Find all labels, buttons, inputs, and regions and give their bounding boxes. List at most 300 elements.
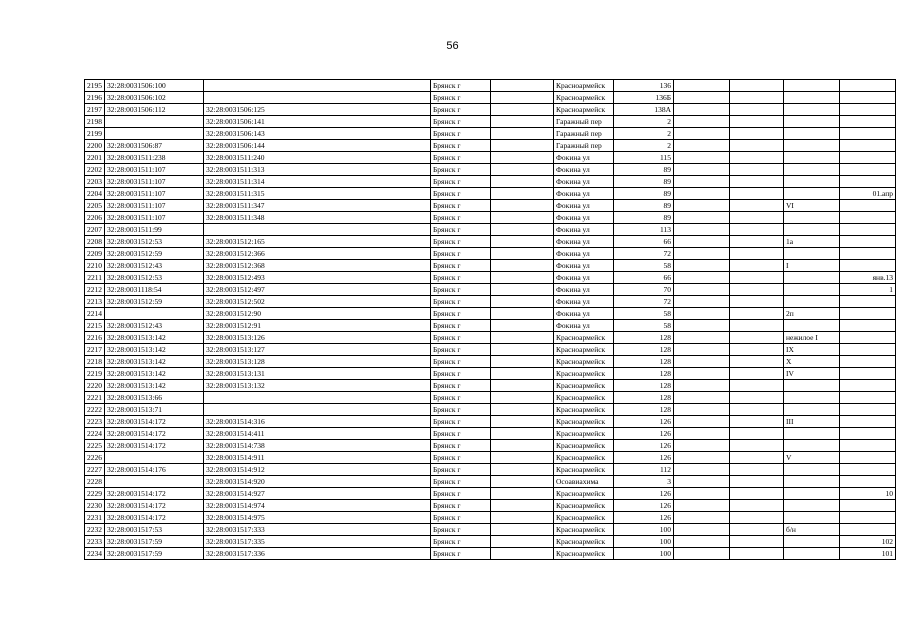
cell-row-number: 2215: [85, 320, 105, 332]
cell-row-number: 2225: [85, 440, 105, 452]
cell-blank-col-c: [730, 464, 784, 476]
cell-street: Красноармейск: [554, 80, 614, 92]
cell-row-number: 2212: [85, 284, 105, 296]
cell-blank-col-c: [730, 104, 784, 116]
cell-blank-col-a: [491, 260, 554, 272]
cell-street: Красноармейск: [554, 512, 614, 524]
cell-blank-col-c: [730, 272, 784, 284]
cell-row-number: 2204: [85, 188, 105, 200]
cell-apartment: 1: [840, 284, 896, 296]
cell-blank-col-b: [674, 488, 730, 500]
cell-row-number: 2211: [85, 272, 105, 284]
cell-parcel-number: 32:28:0031511:107: [105, 212, 204, 224]
cell-apartment: [840, 416, 896, 428]
cell-blank-col-c: [730, 380, 784, 392]
cell-building-number: 32:28:0031514:920: [204, 476, 431, 488]
table-row: [85, 356, 896, 368]
cell-blank-col-b: [674, 356, 730, 368]
cell-row-number: 2223: [85, 416, 105, 428]
cell-blank-col-b: [674, 212, 730, 224]
table-row: [85, 440, 896, 452]
cell-premises: [784, 80, 840, 92]
cell-street: Фокина ул: [554, 236, 614, 248]
cell-street: Фокина ул: [554, 272, 614, 284]
cell-row-number: 2209: [85, 248, 105, 260]
cell-house-number: 2: [614, 116, 674, 128]
cell-blank-col-a: [491, 464, 554, 476]
cell-blank-col-a: [491, 488, 554, 500]
cell-building-number: 32:28:0031513:128: [204, 356, 431, 368]
cell-blank-col-b: [674, 428, 730, 440]
cell-parcel-number: [105, 116, 204, 128]
cell-house-number: 100: [614, 536, 674, 548]
cell-house-number: 128: [614, 356, 674, 368]
cell-blank-col-c: [730, 116, 784, 128]
cell-street: Красноармейск: [554, 404, 614, 416]
cell-parcel-number: 32:28:0031513:142: [105, 356, 204, 368]
cell-premises: III: [784, 416, 840, 428]
cell-row-number: 2234: [85, 548, 105, 560]
table-row: [85, 188, 896, 200]
cell-parcel-number: 32:28:0031511:238: [105, 152, 204, 164]
cell-premises: [784, 164, 840, 176]
cell-apartment: [840, 356, 896, 368]
cell-house-number: 126: [614, 416, 674, 428]
cell-apartment: [840, 248, 896, 260]
cell-parcel-number: 32:28:0031513:71: [105, 404, 204, 416]
cell-blank-col-a: [491, 308, 554, 320]
cell-city: Брянск г: [431, 464, 491, 476]
cell-city: Брянск г: [431, 392, 491, 404]
cell-blank-col-a: [491, 152, 554, 164]
cell-city: Брянск г: [431, 260, 491, 272]
cell-parcel-number: 32:28:0031514:172: [105, 512, 204, 524]
cell-city: Брянск г: [431, 440, 491, 452]
table-row: [85, 140, 896, 152]
cell-blank-col-b: [674, 380, 730, 392]
cell-blank-col-c: [730, 440, 784, 452]
cell-blank-col-a: [491, 392, 554, 404]
cell-row-number: 2195: [85, 80, 105, 92]
table-row: [85, 488, 896, 500]
cell-apartment: [840, 164, 896, 176]
cell-row-number: 2197: [85, 104, 105, 116]
cell-row-number: 2205: [85, 200, 105, 212]
cell-row-number: 2198: [85, 116, 105, 128]
cell-blank-col-c: [730, 416, 784, 428]
cell-parcel-number: 32:28:0031513:142: [105, 368, 204, 380]
cell-apartment: [840, 332, 896, 344]
cell-house-number: 89: [614, 200, 674, 212]
cell-blank-col-a: [491, 500, 554, 512]
cell-blank-col-a: [491, 248, 554, 260]
cell-row-number: 2203: [85, 176, 105, 188]
cell-house-number: 112: [614, 464, 674, 476]
table-row: [85, 92, 896, 104]
cell-apartment: [840, 320, 896, 332]
cell-premises: [784, 320, 840, 332]
cell-premises: [784, 104, 840, 116]
cell-apartment: [840, 92, 896, 104]
cell-city: Брянск г: [431, 536, 491, 548]
cell-premises: [784, 428, 840, 440]
cell-parcel-number: 32:28:0031512:53: [105, 272, 204, 284]
cell-city: Брянск г: [431, 140, 491, 152]
cell-building-number: 32:28:0031514:912: [204, 464, 431, 476]
cell-premises: IX: [784, 344, 840, 356]
cell-blank-col-c: [730, 224, 784, 236]
cell-premises: [784, 392, 840, 404]
cell-blank-col-c: [730, 128, 784, 140]
cell-apartment: [840, 224, 896, 236]
cell-building-number: 32:28:0031506:143: [204, 128, 431, 140]
cell-street: Фокина ул: [554, 260, 614, 272]
cell-blank-col-a: [491, 428, 554, 440]
cell-blank-col-a: [491, 344, 554, 356]
cell-premises: [784, 476, 840, 488]
cell-street: Гаражный пер: [554, 116, 614, 128]
cell-house-number: 128: [614, 368, 674, 380]
cell-blank-col-a: [491, 80, 554, 92]
cell-street: Фокина ул: [554, 284, 614, 296]
table-row: [85, 308, 896, 320]
cell-building-number: 32:28:0031512:366: [204, 248, 431, 260]
table-row: [85, 476, 896, 488]
cell-apartment: [840, 176, 896, 188]
cell-house-number: 128: [614, 392, 674, 404]
cell-building-number: 32:28:0031511:347: [204, 200, 431, 212]
cell-house-number: 128: [614, 332, 674, 344]
cell-blank-col-b: [674, 368, 730, 380]
cell-blank-col-b: [674, 284, 730, 296]
table-row: [85, 284, 896, 296]
table-row: [85, 536, 896, 548]
cell-blank-col-c: [730, 428, 784, 440]
cell-building-number: 32:28:0031514:738: [204, 440, 431, 452]
cell-blank-col-a: [491, 236, 554, 248]
cell-premises: [784, 488, 840, 500]
cell-city: Брянск г: [431, 236, 491, 248]
cell-city: Брянск г: [431, 296, 491, 308]
cell-blank-col-b: [674, 188, 730, 200]
cell-blank-col-b: [674, 548, 730, 560]
cell-premises: X: [784, 356, 840, 368]
table-row: [85, 200, 896, 212]
cell-row-number: 2231: [85, 512, 105, 524]
cell-house-number: 72: [614, 248, 674, 260]
cell-house-number: 126: [614, 428, 674, 440]
cell-street: Красноармейск: [554, 104, 614, 116]
cell-apartment: [840, 392, 896, 404]
cell-building-number: 32:28:0031512:493: [204, 272, 431, 284]
cell-building-number: 32:28:0031517:333: [204, 524, 431, 536]
cell-house-number: 136: [614, 80, 674, 92]
cell-blank-col-c: [730, 404, 784, 416]
cell-parcel-number: 32:28:0031506:87: [105, 140, 204, 152]
cell-house-number: 89: [614, 188, 674, 200]
cell-street: Красноармейск: [554, 500, 614, 512]
cell-blank-col-b: [674, 452, 730, 464]
cell-premises: V: [784, 452, 840, 464]
cell-street: Фокина ул: [554, 296, 614, 308]
cell-street: Фокина ул: [554, 188, 614, 200]
cell-blank-col-b: [674, 320, 730, 332]
cell-apartment: [840, 404, 896, 416]
cell-blank-col-c: [730, 536, 784, 548]
cell-city: Брянск г: [431, 80, 491, 92]
table-row: [85, 344, 896, 356]
cell-blank-col-c: [730, 92, 784, 104]
cell-row-number: 2201: [85, 152, 105, 164]
cell-blank-col-b: [674, 248, 730, 260]
cell-street: Фокина ул: [554, 320, 614, 332]
cell-blank-col-a: [491, 140, 554, 152]
cell-parcel-number: 32:28:0031512:59: [105, 296, 204, 308]
cell-premises: 1а: [784, 236, 840, 248]
cell-row-number: 2221: [85, 392, 105, 404]
cell-house-number: 126: [614, 488, 674, 500]
cell-premises: [784, 380, 840, 392]
cell-city: Брянск г: [431, 224, 491, 236]
cell-parcel-number: 32:28:0031513:66: [105, 392, 204, 404]
cell-street: Фокина ул: [554, 164, 614, 176]
cell-premises: [784, 152, 840, 164]
cell-house-number: 100: [614, 524, 674, 536]
cell-street: Красноармейск: [554, 380, 614, 392]
cell-blank-col-b: [674, 236, 730, 248]
cell-premises: [784, 116, 840, 128]
cell-city: Брянск г: [431, 212, 491, 224]
cell-city: Брянск г: [431, 524, 491, 536]
cell-street: Красноармейск: [554, 524, 614, 536]
cell-city: Брянск г: [431, 320, 491, 332]
cell-apartment: 102: [840, 536, 896, 548]
cell-blank-col-a: [491, 128, 554, 140]
cell-street: Фокина ул: [554, 248, 614, 260]
cell-building-number: 32:28:0031513:132: [204, 380, 431, 392]
cell-city: Брянск г: [431, 164, 491, 176]
cell-building-number: 32:28:0031514:316: [204, 416, 431, 428]
cell-parcel-number: 32:28:0031511:107: [105, 176, 204, 188]
cell-city: Брянск г: [431, 368, 491, 380]
table-row: [85, 152, 896, 164]
table-row: [85, 260, 896, 272]
cell-blank-col-c: [730, 392, 784, 404]
cell-house-number: 2: [614, 128, 674, 140]
cell-city: Брянск г: [431, 380, 491, 392]
cell-parcel-number: 32:28:0031514:172: [105, 416, 204, 428]
cell-parcel-number: 32:28:0031512:53: [105, 236, 204, 248]
cell-blank-col-c: [730, 500, 784, 512]
cell-apartment: [840, 428, 896, 440]
cell-blank-col-a: [491, 104, 554, 116]
cell-building-number: 32:28:0031514:927: [204, 488, 431, 500]
cell-row-number: 2228: [85, 476, 105, 488]
cell-building-number: 32:28:0031512:91: [204, 320, 431, 332]
cell-blank-col-a: [491, 212, 554, 224]
cell-blank-col-c: [730, 524, 784, 536]
cell-street: Красноармейск: [554, 536, 614, 548]
cell-blank-col-c: [730, 548, 784, 560]
cell-building-number: 32:28:0031511:313: [204, 164, 431, 176]
cell-premises: [784, 440, 840, 452]
table-row: [85, 176, 896, 188]
cell-apartment: [840, 152, 896, 164]
cell-building-number: 32:28:0031506:144: [204, 140, 431, 152]
cell-street: Красноармейск: [554, 488, 614, 500]
cell-blank-col-c: [730, 284, 784, 296]
cell-blank-col-c: [730, 80, 784, 92]
cell-row-number: 2227: [85, 464, 105, 476]
cell-apartment: [840, 200, 896, 212]
table-row: [85, 164, 896, 176]
cell-blank-col-b: [674, 404, 730, 416]
cell-blank-col-b: [674, 308, 730, 320]
cell-row-number: 2219: [85, 368, 105, 380]
cell-house-number: 89: [614, 164, 674, 176]
cell-house-number: 128: [614, 344, 674, 356]
cell-parcel-number: 32:28:0031513:142: [105, 344, 204, 356]
cell-row-number: 2213: [85, 296, 105, 308]
table-row: [85, 500, 896, 512]
cell-building-number: 32:28:0031511:315: [204, 188, 431, 200]
cell-blank-col-a: [491, 380, 554, 392]
cell-blank-col-c: [730, 140, 784, 152]
cell-blank-col-b: [674, 80, 730, 92]
cell-parcel-number: 32:28:0031506:102: [105, 92, 204, 104]
cell-premises: [784, 224, 840, 236]
cell-premises: IV: [784, 368, 840, 380]
cell-parcel-number: 32:28:0031514:172: [105, 488, 204, 500]
cell-street: Фокина ул: [554, 176, 614, 188]
cell-parcel-number: 32:28:0031511:107: [105, 188, 204, 200]
cell-building-number: [204, 224, 431, 236]
cell-building-number: 32:28:0031511:240: [204, 152, 431, 164]
cell-premises: [784, 284, 840, 296]
cell-street: Красноармейск: [554, 392, 614, 404]
cell-row-number: 2230: [85, 500, 105, 512]
cell-blank-col-c: [730, 308, 784, 320]
page-number: 56: [446, 40, 459, 52]
cell-blank-col-a: [491, 296, 554, 308]
cell-row-number: 2208: [85, 236, 105, 248]
cell-apartment: 01.апр: [840, 188, 896, 200]
cell-apartment: янв.13: [840, 272, 896, 284]
cell-apartment: [840, 116, 896, 128]
cell-house-number: 58: [614, 260, 674, 272]
cell-row-number: 2229: [85, 488, 105, 500]
cell-premises: [784, 212, 840, 224]
cell-city: Брянск г: [431, 308, 491, 320]
cell-parcel-number: 32:28:0031511:107: [105, 200, 204, 212]
table-row: [85, 248, 896, 260]
cell-city: Брянск г: [431, 200, 491, 212]
cell-street: Фокина ул: [554, 200, 614, 212]
cell-blank-col-b: [674, 332, 730, 344]
cell-parcel-number: [105, 476, 204, 488]
cell-premises: [784, 272, 840, 284]
cell-building-number: 32:28:0031514:974: [204, 500, 431, 512]
cell-premises: [784, 500, 840, 512]
cell-premises: [784, 248, 840, 260]
cell-city: Брянск г: [431, 416, 491, 428]
cell-row-number: 2220: [85, 380, 105, 392]
cell-building-number: 32:28:0031513:126: [204, 332, 431, 344]
cell-building-number: 32:28:0031506:125: [204, 104, 431, 116]
cell-apartment: [840, 236, 896, 248]
cell-apartment: 101: [840, 548, 896, 560]
cell-premises: [784, 92, 840, 104]
cell-city: Брянск г: [431, 104, 491, 116]
cell-blank-col-b: [674, 104, 730, 116]
cell-apartment: [840, 344, 896, 356]
table-row: [85, 368, 896, 380]
cell-building-number: 32:28:0031517:336: [204, 548, 431, 560]
table-row: [85, 320, 896, 332]
cell-house-number: 126: [614, 500, 674, 512]
cell-blank-col-b: [674, 512, 730, 524]
cell-city: Брянск г: [431, 188, 491, 200]
cell-blank-col-c: [730, 320, 784, 332]
cell-premises: б/н: [784, 524, 840, 536]
cell-blank-col-b: [674, 92, 730, 104]
cell-parcel-number: 32:28:0031514:176: [105, 464, 204, 476]
cell-house-number: 70: [614, 284, 674, 296]
cell-city: Брянск г: [431, 476, 491, 488]
cell-city: Брянск г: [431, 512, 491, 524]
cell-house-number: 2: [614, 140, 674, 152]
cell-blank-col-c: [730, 344, 784, 356]
cell-apartment: [840, 380, 896, 392]
cell-house-number: 58: [614, 320, 674, 332]
cell-apartment: [840, 128, 896, 140]
cell-blank-col-c: [730, 476, 784, 488]
cell-premises: [784, 296, 840, 308]
cell-blank-col-b: [674, 176, 730, 188]
cell-blank-col-a: [491, 224, 554, 236]
cell-building-number: 32:28:0031511:314: [204, 176, 431, 188]
cell-blank-col-a: [491, 512, 554, 524]
cell-blank-col-a: [491, 272, 554, 284]
cell-blank-col-a: [491, 476, 554, 488]
cell-blank-col-c: [730, 188, 784, 200]
cell-parcel-number: 32:28:0031517:59: [105, 536, 204, 548]
cell-building-number: 32:28:0031512:497: [204, 284, 431, 296]
cell-apartment: 10: [840, 488, 896, 500]
cell-premises: нежилое I: [784, 332, 840, 344]
cell-premises: I: [784, 260, 840, 272]
cell-street: Красноармейск: [554, 356, 614, 368]
cell-apartment: [840, 104, 896, 116]
cell-blank-col-b: [674, 116, 730, 128]
cell-apartment: [840, 440, 896, 452]
cell-parcel-number: 32:28:0031514:172: [105, 440, 204, 452]
cell-parcel-number: 32:28:0031517:59: [105, 548, 204, 560]
cell-row-number: 2200: [85, 140, 105, 152]
cell-apartment: [840, 368, 896, 380]
cell-house-number: 128: [614, 404, 674, 416]
cell-apartment: [840, 296, 896, 308]
cell-parcel-number: [105, 452, 204, 464]
cell-building-number: 32:28:0031514:411: [204, 428, 431, 440]
cell-blank-col-b: [674, 164, 730, 176]
cell-blank-col-b: [674, 416, 730, 428]
cell-building-number: [204, 404, 431, 416]
cell-house-number: 126: [614, 452, 674, 464]
cell-blank-col-b: [674, 128, 730, 140]
cell-city: Брянск г: [431, 332, 491, 344]
table-row: [85, 392, 896, 404]
